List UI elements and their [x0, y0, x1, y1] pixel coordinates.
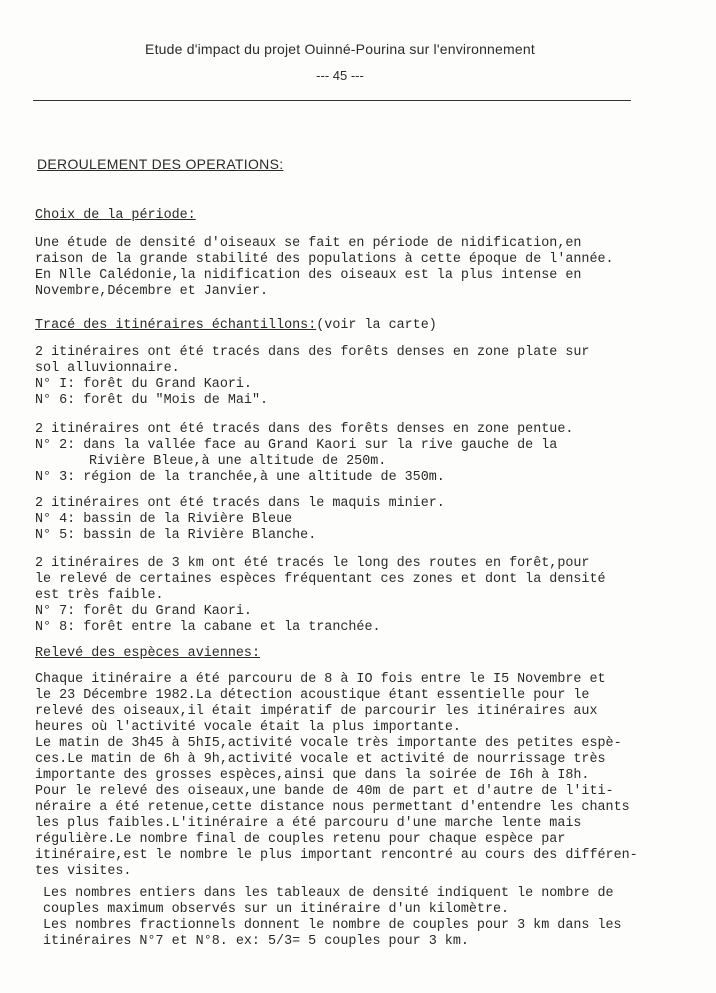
itineraires-group-2: [35, 422, 573, 486]
releve-title-text: Relevé des espèces aviennes:: [35, 646, 260, 661]
itineraires-title-text: Tracé des itinéraires échantillons:: [35, 318, 317, 333]
releve-line: importante des grosses espèces,ainsi que dans la soirée de I6h à I8h.: [35, 768, 590, 783]
releve-line: Chaque itinéraire a été parcouru de 8 à IO fois entre le I5 Novembre et: [35, 672, 606, 687]
itineraire-line: N° I: forêt du Grand Kaori.: [35, 377, 252, 392]
itineraire-line: N° 4: bassin de la Rivière Bleue: [35, 512, 293, 527]
releve-line: heures où l'activité vocale était la plus importante.: [35, 720, 461, 735]
releve-line: Pour le relevé des oiseaux,une bande de 40m de part et d'autre de l'iti-: [35, 784, 614, 799]
section-heading: DEROULEMENT DES OPERATIONS:: [37, 156, 284, 172]
periode-line: Novembre,Décembre et Janvier.: [35, 284, 269, 299]
releve-paragraph: [35, 672, 638, 880]
itineraire-line: N° 2: dans la vallée face au Grand Kaori sur la rive gauche de la: [35, 438, 558, 453]
itineraire-line: N° 7: forêt du Grand Kaori.: [35, 604, 252, 619]
itineraires-title-suffix: (voir la carte): [316, 318, 437, 333]
itineraire-line: est très faible.: [35, 588, 164, 603]
header-divider: [33, 100, 631, 101]
periode-line: raison de la grande stabilité des populations à cette époque de l'année.: [35, 252, 614, 267]
itineraire-line: N° 6: forêt du "Mois de Mai".: [35, 393, 269, 408]
periode-title-text: Choix de la période:: [35, 208, 196, 223]
itineraire-line: 2 itinéraires ont été tracés dans des forêts denses en zone plate sur: [35, 345, 590, 360]
periode-line: Une étude de densité d'oiseaux se fait en période de nidification,en: [35, 236, 582, 251]
document-header-title: Etude d'impact du projet Ouinné-Pourina sur l'environnement: [145, 41, 535, 57]
releve-line: le 23 Décembre 1982.La détection acoustique étant essentielle pour le: [35, 688, 590, 703]
periode-paragraph: [35, 236, 614, 300]
periode-title: [35, 208, 196, 224]
periode-line: En Nlle Calédonie,la nidification des oiseaux est la plus intense en: [35, 268, 582, 283]
itineraire-line: Rivière Bleue,à une altitude de 250m.: [89, 454, 387, 469]
releve-note-line: itinéraires N°7 et N°8. ex: 5/3= 5 couples pour 3 km.: [43, 934, 469, 949]
itineraire-line: 2 itinéraires de 3 km ont été tracés le long des routes en forêt,pour: [35, 556, 590, 571]
releve-note-line: Les nombres fractionnels donnent le nombre de couples pour 3 km dans les: [43, 918, 622, 933]
itineraire-line: N° 8: forêt entre la cabane et la tranchée.: [35, 620, 381, 635]
releve-line: néraire a été retenue,cette distance nous permettant d'entendre les chants: [35, 800, 630, 815]
releve-line: régulière.Le nombre final de couples retenu pour chaque espèce par: [35, 832, 566, 847]
releve-line: itinéraire,est le nombre le plus important rencontré au cours des différen-: [35, 848, 638, 863]
releve-note-line: Les nombres entiers dans les tableaux de densité indiquent le nombre de: [43, 886, 614, 901]
itineraires-group-3: [35, 496, 445, 544]
releve-notes: [43, 886, 622, 950]
itineraire-line: le relevé de certaines espèces fréquentant ces zones et dont la densité: [35, 572, 606, 587]
page-number: --- 45 ---: [316, 68, 364, 83]
itineraire-line: N° 5: bassin de la Rivière Blanche.: [35, 528, 317, 543]
itineraire-line: 2 itinéraires ont été tracés dans le maquis minier.: [35, 496, 445, 511]
itineraires-group-1: [35, 345, 589, 409]
itineraire-line: N° 3: région de la tranchée,à une altitude de 350m.: [35, 470, 445, 485]
releve-line: ces.Le matin de 6h à 9h,activité vocale et activité de nourrissage très: [35, 752, 606, 767]
releve-line: Le matin de 3h45 à 5hI5,activité vocale très importante des petites espè-: [35, 736, 622, 751]
releve-title: [35, 646, 260, 662]
releve-note-line: couples maximum observés sur un itinéraire d'un kilomètre.: [43, 902, 510, 917]
itineraires-group-4: [35, 556, 606, 636]
itineraires-title: [35, 318, 437, 334]
itineraire-line: sol alluvionnaire.: [35, 361, 180, 376]
releve-line: tes visites.: [35, 864, 132, 879]
releve-line: les plus faibles.L'itinéraire a été parcouru d'une marche lente mais: [35, 816, 582, 831]
releve-line: relevé des oiseaux,il était impératif de parcourir les itinéraires aux: [35, 704, 598, 719]
itineraire-line: 2 itinéraires ont été tracés dans des forêts denses en zone pentue.: [35, 422, 574, 437]
